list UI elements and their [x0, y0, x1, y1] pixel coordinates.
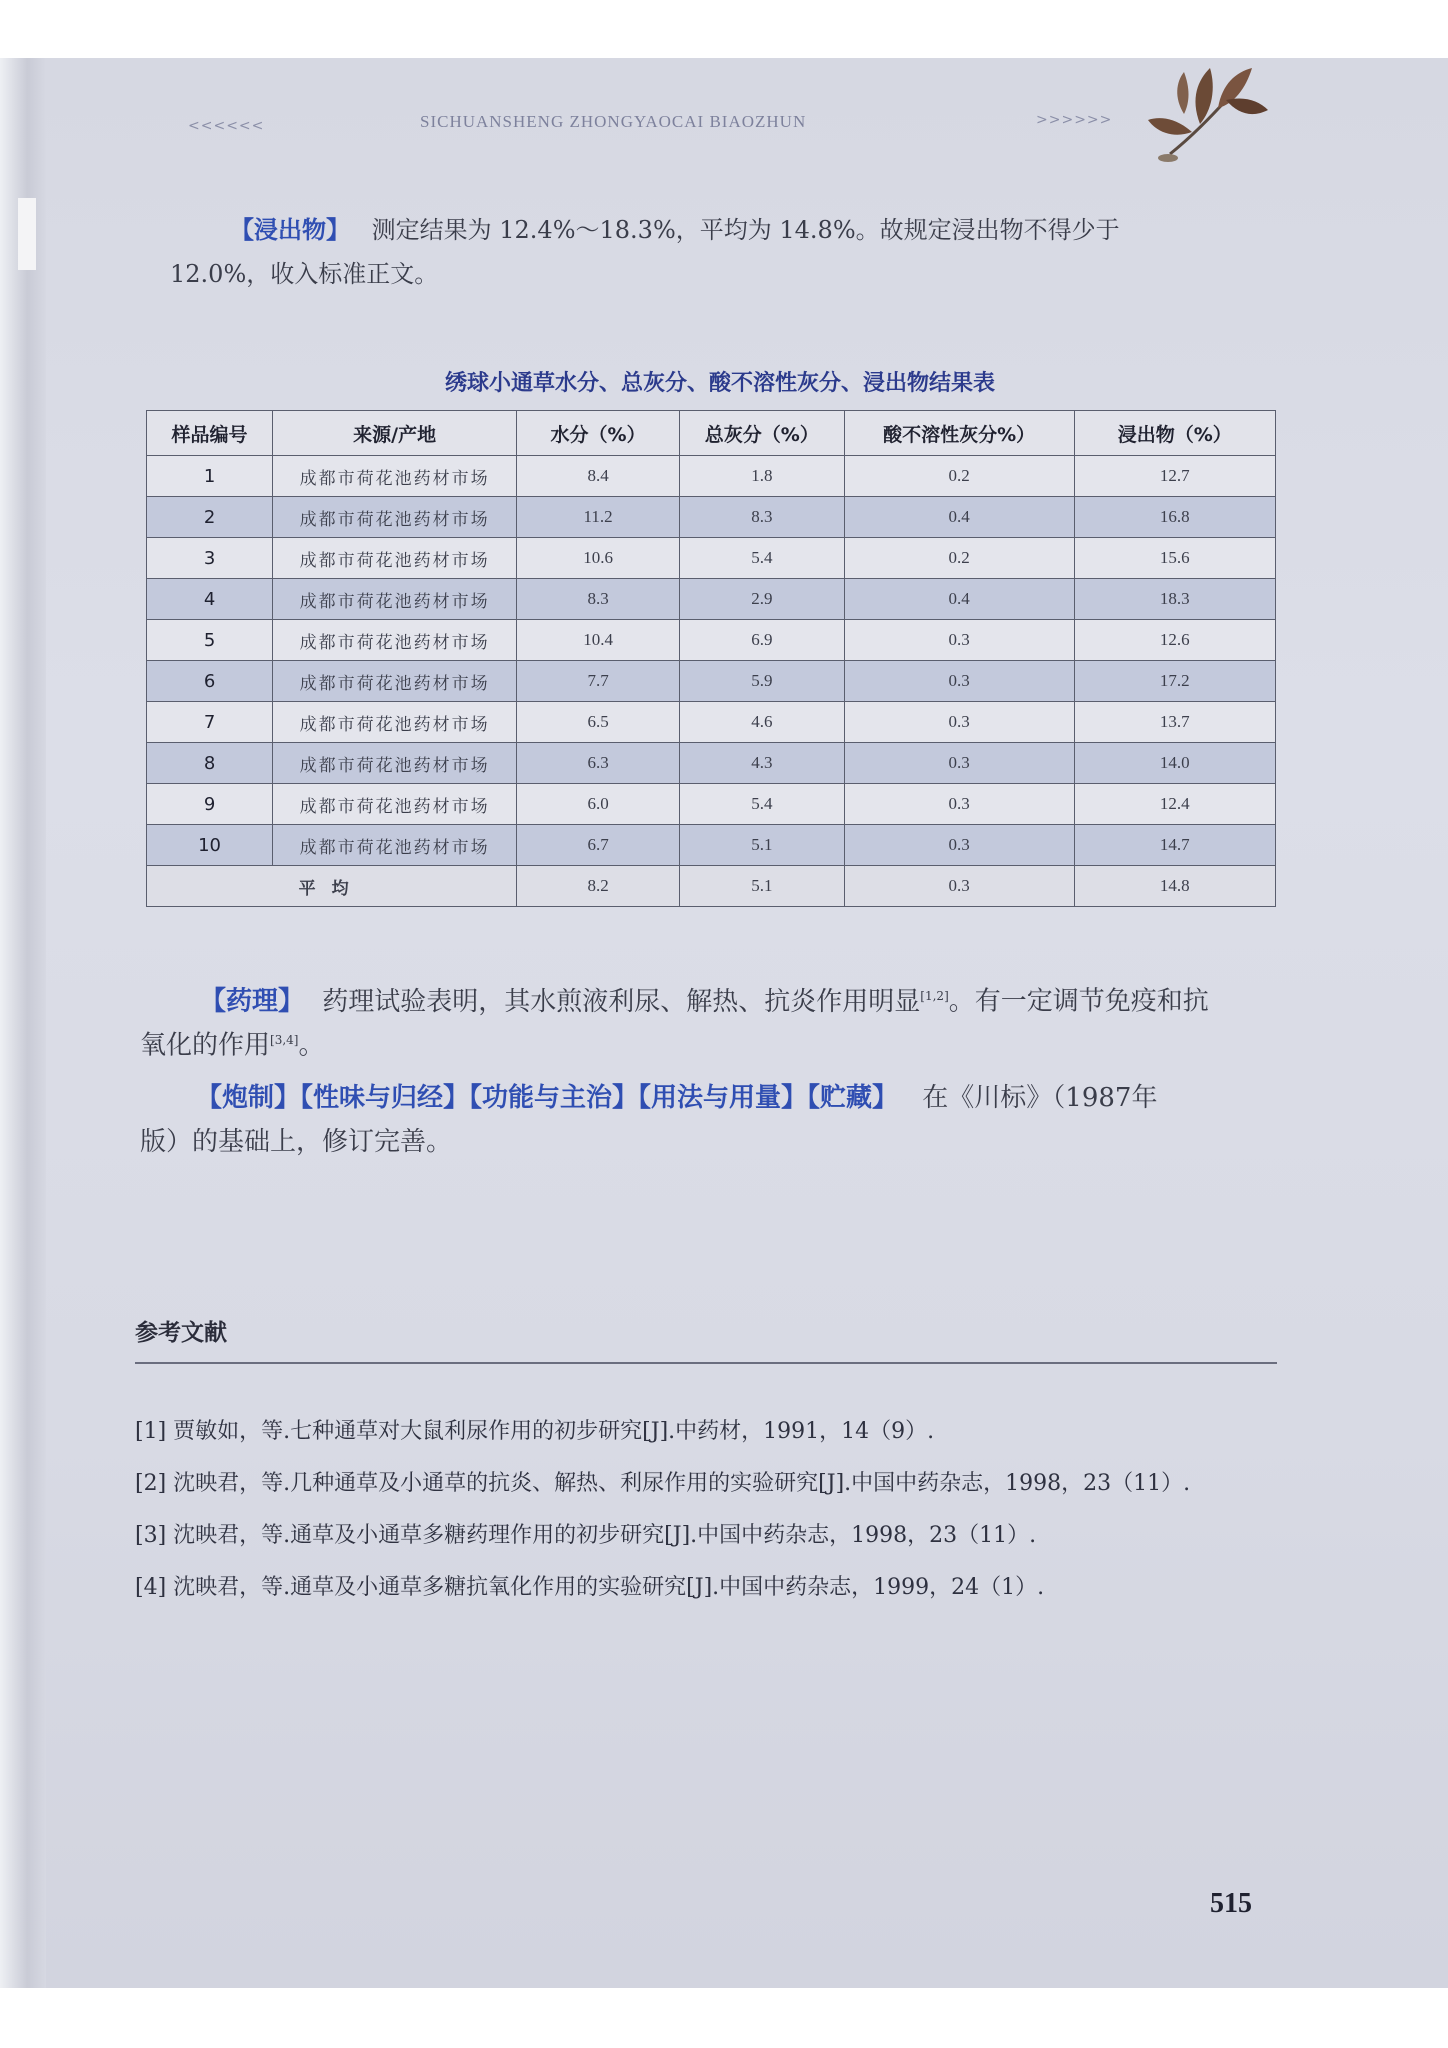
extract-line1: 测定结果为 12.4%～18.3%，平均为 14.8%。故规定浸出物不得少于: [371, 216, 1120, 244]
table-title: 绣球小通草水分、总灰分、酸不溶性灰分、浸出物结果表: [444, 371, 995, 396]
pharmacology-heading: 【药理】: [200, 986, 305, 1017]
table-cell: 10: [147, 825, 273, 866]
table-row: [147, 456, 1276, 497]
table-cell: 5.9: [679, 661, 844, 702]
references-title: 参考文献: [135, 1320, 227, 1346]
table-cell: 0.2: [844, 456, 1074, 497]
pharmacology-paragraph: [200, 974, 1280, 1024]
reference-item: [135, 1462, 1275, 1506]
table-cell: 5: [147, 620, 273, 661]
average-cell: 8.2: [517, 866, 680, 907]
col-header: 来源/产地: [273, 411, 517, 456]
page-tab: [18, 198, 36, 270]
table-cell: 18.3: [1074, 579, 1275, 620]
extract-line2: 12.0%，收入标准正文。: [170, 260, 439, 288]
table-row: [147, 620, 1276, 661]
table-cell: 10.4: [517, 620, 680, 661]
table-cell: 成都市荷花池药材市场: [273, 456, 517, 497]
revision-headings: 【炮制】【性味与归经】【功能与主治】【用法与用量】【贮藏】: [196, 1083, 899, 1113]
average-cell: 5.1: [679, 866, 844, 907]
page-number: 515: [1210, 1888, 1252, 1919]
leaf-logo-icon: [1140, 58, 1270, 168]
table-cell: 成都市荷花池药材市场: [273, 784, 517, 825]
table-cell: 5.1: [679, 825, 844, 866]
table-row: [147, 702, 1276, 743]
reference-item: [135, 1410, 1275, 1454]
table-cell: 14.0: [1074, 743, 1275, 784]
col-header: 样品编号: [147, 411, 273, 456]
reference-text: 沈映君，等.通草及小通草多糖抗氧化作用的实验研究[J].中国中药杂志，1999，24（1）.: [173, 1575, 1045, 1600]
reference-number: [4]: [135, 1575, 167, 1600]
table-cell: 4: [147, 579, 273, 620]
reference-text: 沈映君，等.通草及小通草多糖药理作用的初步研究[J].中国中药杂志，1998，23（11）.: [173, 1523, 1037, 1548]
table-cell: 12.4: [1074, 784, 1275, 825]
running-title: SICHUANSHENG ZHONGYAOCAI BIAOZHUN: [420, 112, 807, 131]
table-average-row: [147, 866, 1276, 907]
table-cell: 0.3: [844, 825, 1074, 866]
table-cell: 8.4: [517, 456, 680, 497]
table-cell: 0.3: [844, 743, 1074, 784]
col-header: 水分（%）: [517, 411, 680, 456]
table-cell: 0.4: [844, 497, 1074, 538]
reference-text: 沈映君，等.几种通草及小通草的抗炎、解热、利尿作用的实验研究[J].中国中药杂志，1998，23（11）.: [173, 1471, 1191, 1496]
page-left-edge: [0, 58, 46, 1988]
table-cell: 14.7: [1074, 825, 1275, 866]
table-cell: 成都市荷花池药材市场: [273, 702, 517, 743]
revision-text1: 在《川标》（1987年: [922, 1083, 1158, 1113]
revision-paragraph: [196, 1076, 1286, 1120]
table-cell: 8.3: [679, 497, 844, 538]
table-cell: 0.4: [844, 579, 1074, 620]
table-cell: 6: [147, 661, 273, 702]
table-cell: 6.0: [517, 784, 680, 825]
table-cell: 2.9: [679, 579, 844, 620]
table-row: [147, 825, 1276, 866]
table-cell: 6.3: [517, 743, 680, 784]
table-cell: 0.2: [844, 538, 1074, 579]
citation-1-2: [1,2]: [920, 989, 949, 1003]
extract-heading: 【浸出物】: [230, 216, 350, 244]
header-arrows-right: >>>>>>: [1036, 112, 1113, 128]
table-row: [147, 743, 1276, 784]
table-cell: 成都市荷花池药材市场: [273, 825, 517, 866]
table-cell: 3: [147, 538, 273, 579]
table-cell: 5.4: [679, 784, 844, 825]
table-cell: 成都市荷花池药材市场: [273, 661, 517, 702]
reference-number: [3]: [135, 1523, 167, 1548]
table-cell: 成都市荷花池药材市场: [273, 579, 517, 620]
table-cell: 11.2: [517, 497, 680, 538]
table-cell: 1.8: [679, 456, 844, 497]
table-cell: 16.8: [1074, 497, 1275, 538]
table-cell: 7: [147, 702, 273, 743]
table-cell: 5.4: [679, 538, 844, 579]
table-cell: 成都市荷花池药材市场: [273, 620, 517, 661]
extract-paragraph: [230, 208, 1280, 252]
table-cell: 13.7: [1074, 702, 1275, 743]
col-header: 酸不溶性灰分%）: [844, 411, 1074, 456]
table-cell: 0.3: [844, 784, 1074, 825]
pharmacology-text3: 氧化的作用: [140, 1030, 271, 1061]
table-cell: 0.3: [844, 661, 1074, 702]
table-cell: 成都市荷花池药材市场: [273, 538, 517, 579]
table-cell: 0.3: [844, 702, 1074, 743]
table-cell: 成都市荷花池药材市场: [273, 497, 517, 538]
pharmacology-text2: 。有一定调节免疫和抗: [948, 986, 1209, 1017]
table-cell: 6.5: [517, 702, 680, 743]
table-cell: 17.2: [1074, 661, 1275, 702]
table-cell: 0.3: [844, 620, 1074, 661]
pharmacology-text4: 。: [298, 1030, 325, 1061]
table-row: [147, 661, 1276, 702]
table-cell: 8: [147, 743, 273, 784]
references-rule: [135, 1362, 1277, 1364]
pharmacology-paragraph-cont: [140, 1018, 324, 1068]
table-row: [147, 784, 1276, 825]
pharmacology-text1: 药理试验表明，其水煎液利尿、解热、抗炎作用明显: [322, 986, 921, 1017]
table-cell: 成都市荷花池药材市场: [273, 743, 517, 784]
header-arrows-left: <<<<<<: [188, 118, 265, 134]
table-cell: 8.3: [517, 579, 680, 620]
reference-item: [135, 1566, 1275, 1610]
reference-text: 贾敏如，等.七种通草对大鼠利尿作用的初步研究[J].中药材，1991，14（9）.: [173, 1419, 935, 1444]
table-cell: 2: [147, 497, 273, 538]
average-cell: 14.8: [1074, 866, 1275, 907]
table-cell: 6.7: [517, 825, 680, 866]
table-row: [147, 579, 1276, 620]
table-cell: 12.6: [1074, 620, 1275, 661]
results-table: [146, 410, 1276, 907]
reference-number: [2]: [135, 1471, 167, 1496]
table-row: [147, 538, 1276, 579]
table-cell: 4.6: [679, 702, 844, 743]
table-cell: 7.7: [517, 661, 680, 702]
citation-3-4: [3,4]: [270, 1033, 299, 1047]
reference-item: [135, 1514, 1275, 1558]
references-list: [135, 1410, 1275, 1618]
table-cell: 1: [147, 456, 273, 497]
revision-paragraph-cont: [140, 1120, 452, 1164]
table-cell: 12.7: [1074, 456, 1275, 497]
table-cell: 10.6: [517, 538, 680, 579]
col-header: 总灰分（%）: [679, 411, 844, 456]
table-cell: 15.6: [1074, 538, 1275, 579]
table-cell: 4.3: [679, 743, 844, 784]
col-header: 浸出物（%）: [1074, 411, 1275, 456]
revision-text2: 版）的基础上，修订完善。: [140, 1127, 453, 1157]
average-cell: 0.3: [844, 866, 1074, 907]
table-cell: 9: [147, 784, 273, 825]
extract-paragraph-cont: [170, 252, 438, 296]
reference-number: [1]: [135, 1419, 167, 1444]
table-header-row: [147, 411, 1276, 456]
table-cell: 6.9: [679, 620, 844, 661]
table-row: [147, 497, 1276, 538]
average-label: 平均: [147, 866, 517, 907]
